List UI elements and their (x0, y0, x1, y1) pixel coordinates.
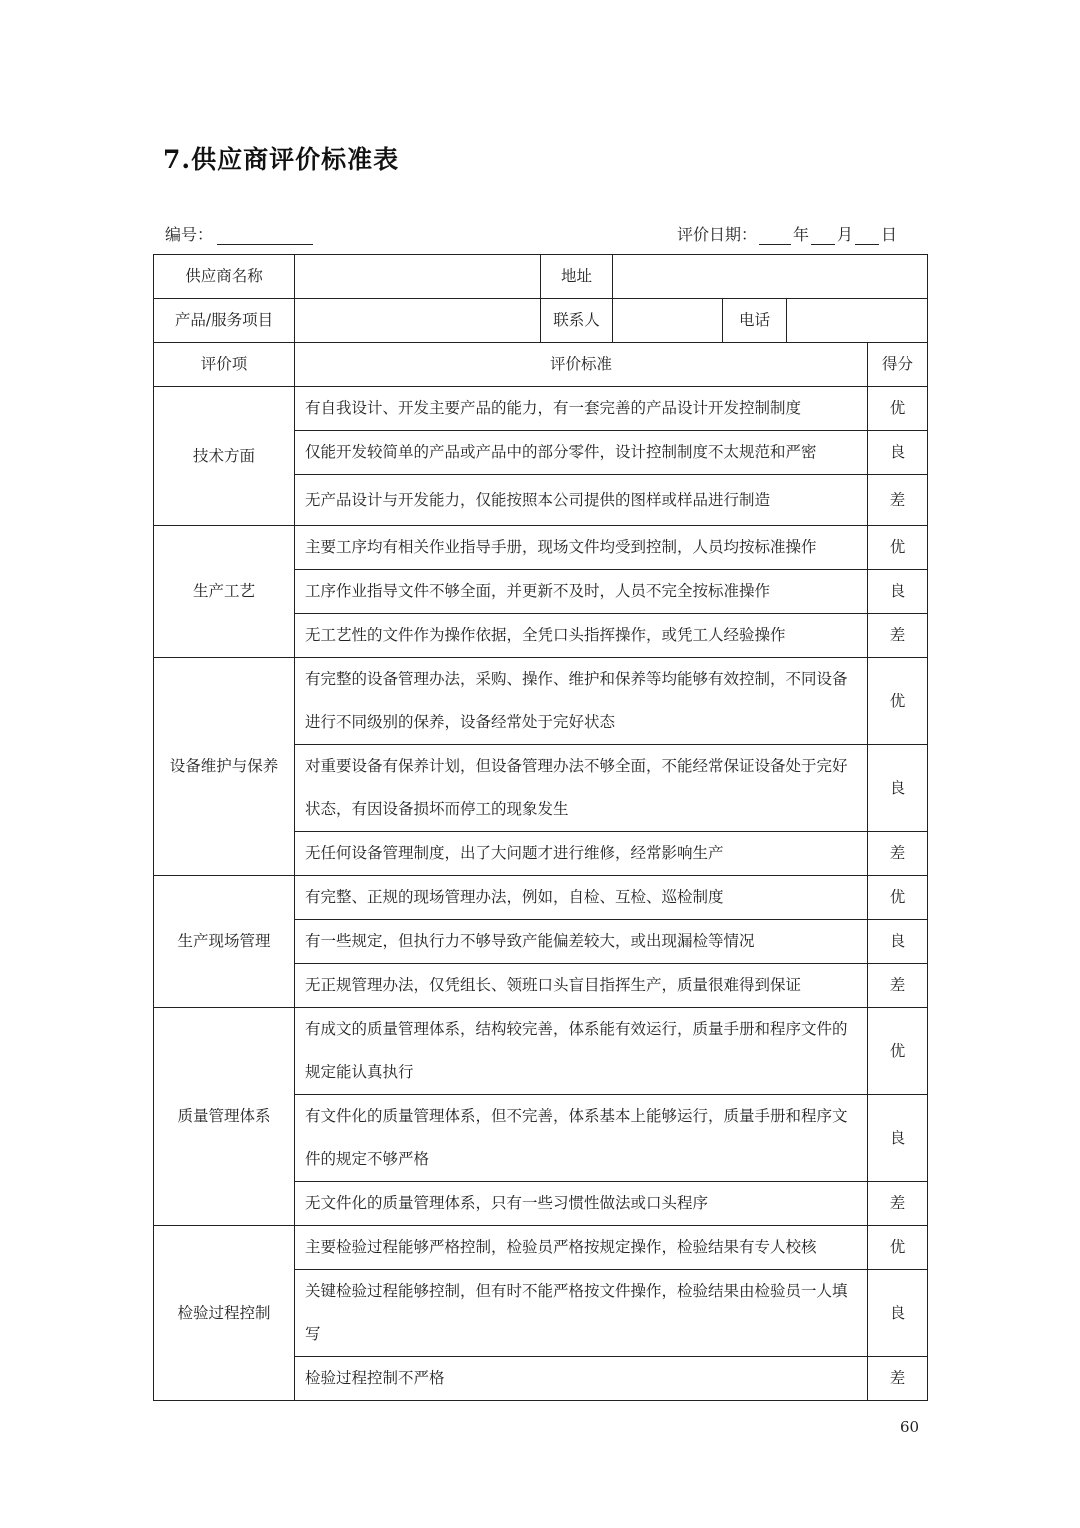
supplier-name-label: 供应商名称 (154, 255, 295, 299)
criteria-cell: 主要工序均有相关作业指导手册，现场文件均受到控制，人员均按标准操作 (295, 526, 868, 570)
criteria-cell: 主要检验过程能够严格控制，检验员严格按规定操作，检验结果有专人校核 (295, 1226, 868, 1270)
criteria-cell: 有完整的设备管理办法，采购、操作、维护和保养等均能够有效控制，不同设备进行不同级别的保养，设备经常处于完好状态 (295, 658, 868, 745)
grade-cell: 良 (868, 431, 928, 475)
day-label: 日 (880, 225, 897, 244)
column-header-criteria: 评价标准 (295, 343, 868, 387)
form-number (165, 222, 313, 245)
page-number: 60 (900, 1418, 920, 1436)
criteria-cell: 仅能开发较简单的产品或产品中的部分零件，设计控制制度不太规范和严密 (295, 431, 868, 475)
contact-label: 联系人 (541, 299, 613, 343)
page-title: 7.供应商评价标准表 (163, 145, 400, 174)
grade-cell: 良 (868, 1095, 928, 1182)
month-blank[interactable] (811, 226, 835, 245)
criteria-cell: 无任何设备管理制度，出了大问题才进行维修，经常影响生产 (295, 832, 868, 876)
grade-cell: 优 (868, 526, 928, 570)
day-blank[interactable] (855, 226, 879, 245)
criteria-cell: 有完整、正规的现场管理办法，例如，自检、互检、巡检制度 (295, 876, 868, 920)
grade-cell: 优 (868, 387, 928, 431)
evaluation-date-label: 评价日期： (676, 225, 757, 244)
criteria-cell: 有自我设计、开发主要产品的能力，有一套完善的产品设计开发控制制度 (295, 387, 868, 431)
product-label: 产品/服务项目 (154, 299, 295, 343)
month-label: 月 (836, 225, 853, 244)
grade-cell: 优 (868, 658, 928, 745)
year-label: 年 (792, 225, 809, 244)
grade-cell: 优 (868, 876, 928, 920)
table-row (154, 1226, 928, 1270)
criteria-cell: 检验过程控制不严格 (295, 1357, 868, 1401)
phone-label: 电话 (723, 299, 787, 343)
column-header-row (154, 343, 928, 387)
column-header-item: 评价项 (154, 343, 295, 387)
category-label: 质量管理体系 (154, 1008, 295, 1226)
grade-cell: 差 (868, 832, 928, 876)
grade-cell: 良 (868, 1270, 928, 1357)
grade-cell: 良 (868, 920, 928, 964)
table-row (154, 1008, 928, 1095)
criteria-cell: 对重要设备有保养计划，但设备管理办法不够全面，不能经常保证设备处于完好状态，有因设备损坏而停工的现象发生 (295, 745, 868, 832)
grade-cell: 差 (868, 475, 928, 526)
table-row (154, 876, 928, 920)
grade-cell: 差 (868, 1182, 928, 1226)
grade-cell: 良 (868, 570, 928, 614)
category-label: 设备维护与保养 (154, 658, 295, 876)
column-header-score: 得分 (868, 343, 928, 387)
table-row (154, 526, 928, 570)
supplier-evaluation-table (153, 254, 928, 1401)
address-cell[interactable] (613, 255, 928, 299)
category-label: 生产现场管理 (154, 876, 295, 1008)
category-label: 检验过程控制 (154, 1226, 295, 1401)
phone-cell[interactable] (787, 299, 928, 343)
grade-cell: 差 (868, 614, 928, 658)
info-row-product (154, 299, 928, 343)
address-label: 地址 (541, 255, 613, 299)
criteria-cell: 关键检验过程能够控制，但有时不能严格按文件操作，检验结果由检验员一人填写 (295, 1270, 868, 1357)
criteria-cell: 有文件化的质量管理体系，但不完善，体系基本上能够运行，质量手册和程序文件的规定不够严格 (295, 1095, 868, 1182)
criteria-cell: 无文件化的质量管理体系，只有一些习惯性做法或口头程序 (295, 1182, 868, 1226)
contact-cell[interactable] (613, 299, 723, 343)
grade-cell: 差 (868, 964, 928, 1008)
criteria-cell: 有成文的质量管理体系，结构较完善，体系能有效运行，质量手册和程序文件的规定能认真执行 (295, 1008, 868, 1095)
grade-cell: 优 (868, 1226, 928, 1270)
product-cell[interactable] (295, 299, 541, 343)
criteria-cell: 无工艺性的文件作为操作依据，全凭口头指挥操作，或凭工人经验操作 (295, 614, 868, 658)
category-label: 生产工艺 (154, 526, 295, 658)
criteria-cell: 无正规管理办法，仅凭组长、领班口头盲目指挥生产，质量很难得到保证 (295, 964, 868, 1008)
grade-cell: 良 (868, 745, 928, 832)
criteria-cell: 有一些规定，但执行力不够导致产能偏差较大，或出现漏检等情况 (295, 920, 868, 964)
criteria-cell: 工序作业指导文件不够全面，并更新不及时，人员不完全按标准操作 (295, 570, 868, 614)
year-blank[interactable] (759, 226, 791, 245)
grade-cell: 优 (868, 1008, 928, 1095)
info-row-supplier (154, 255, 928, 299)
table-row (154, 387, 928, 431)
form-number-blank[interactable] (217, 226, 313, 245)
form-number-label: 编号： (165, 225, 214, 244)
category-label: 技术方面 (154, 387, 295, 526)
table-row (154, 658, 928, 745)
evaluation-date (677, 222, 897, 245)
criteria-cell: 无产品设计与开发能力，仅能按照本公司提供的图样或样品进行制造 (295, 475, 868, 526)
grade-cell: 差 (868, 1357, 928, 1401)
supplier-name-cell[interactable] (295, 255, 541, 299)
